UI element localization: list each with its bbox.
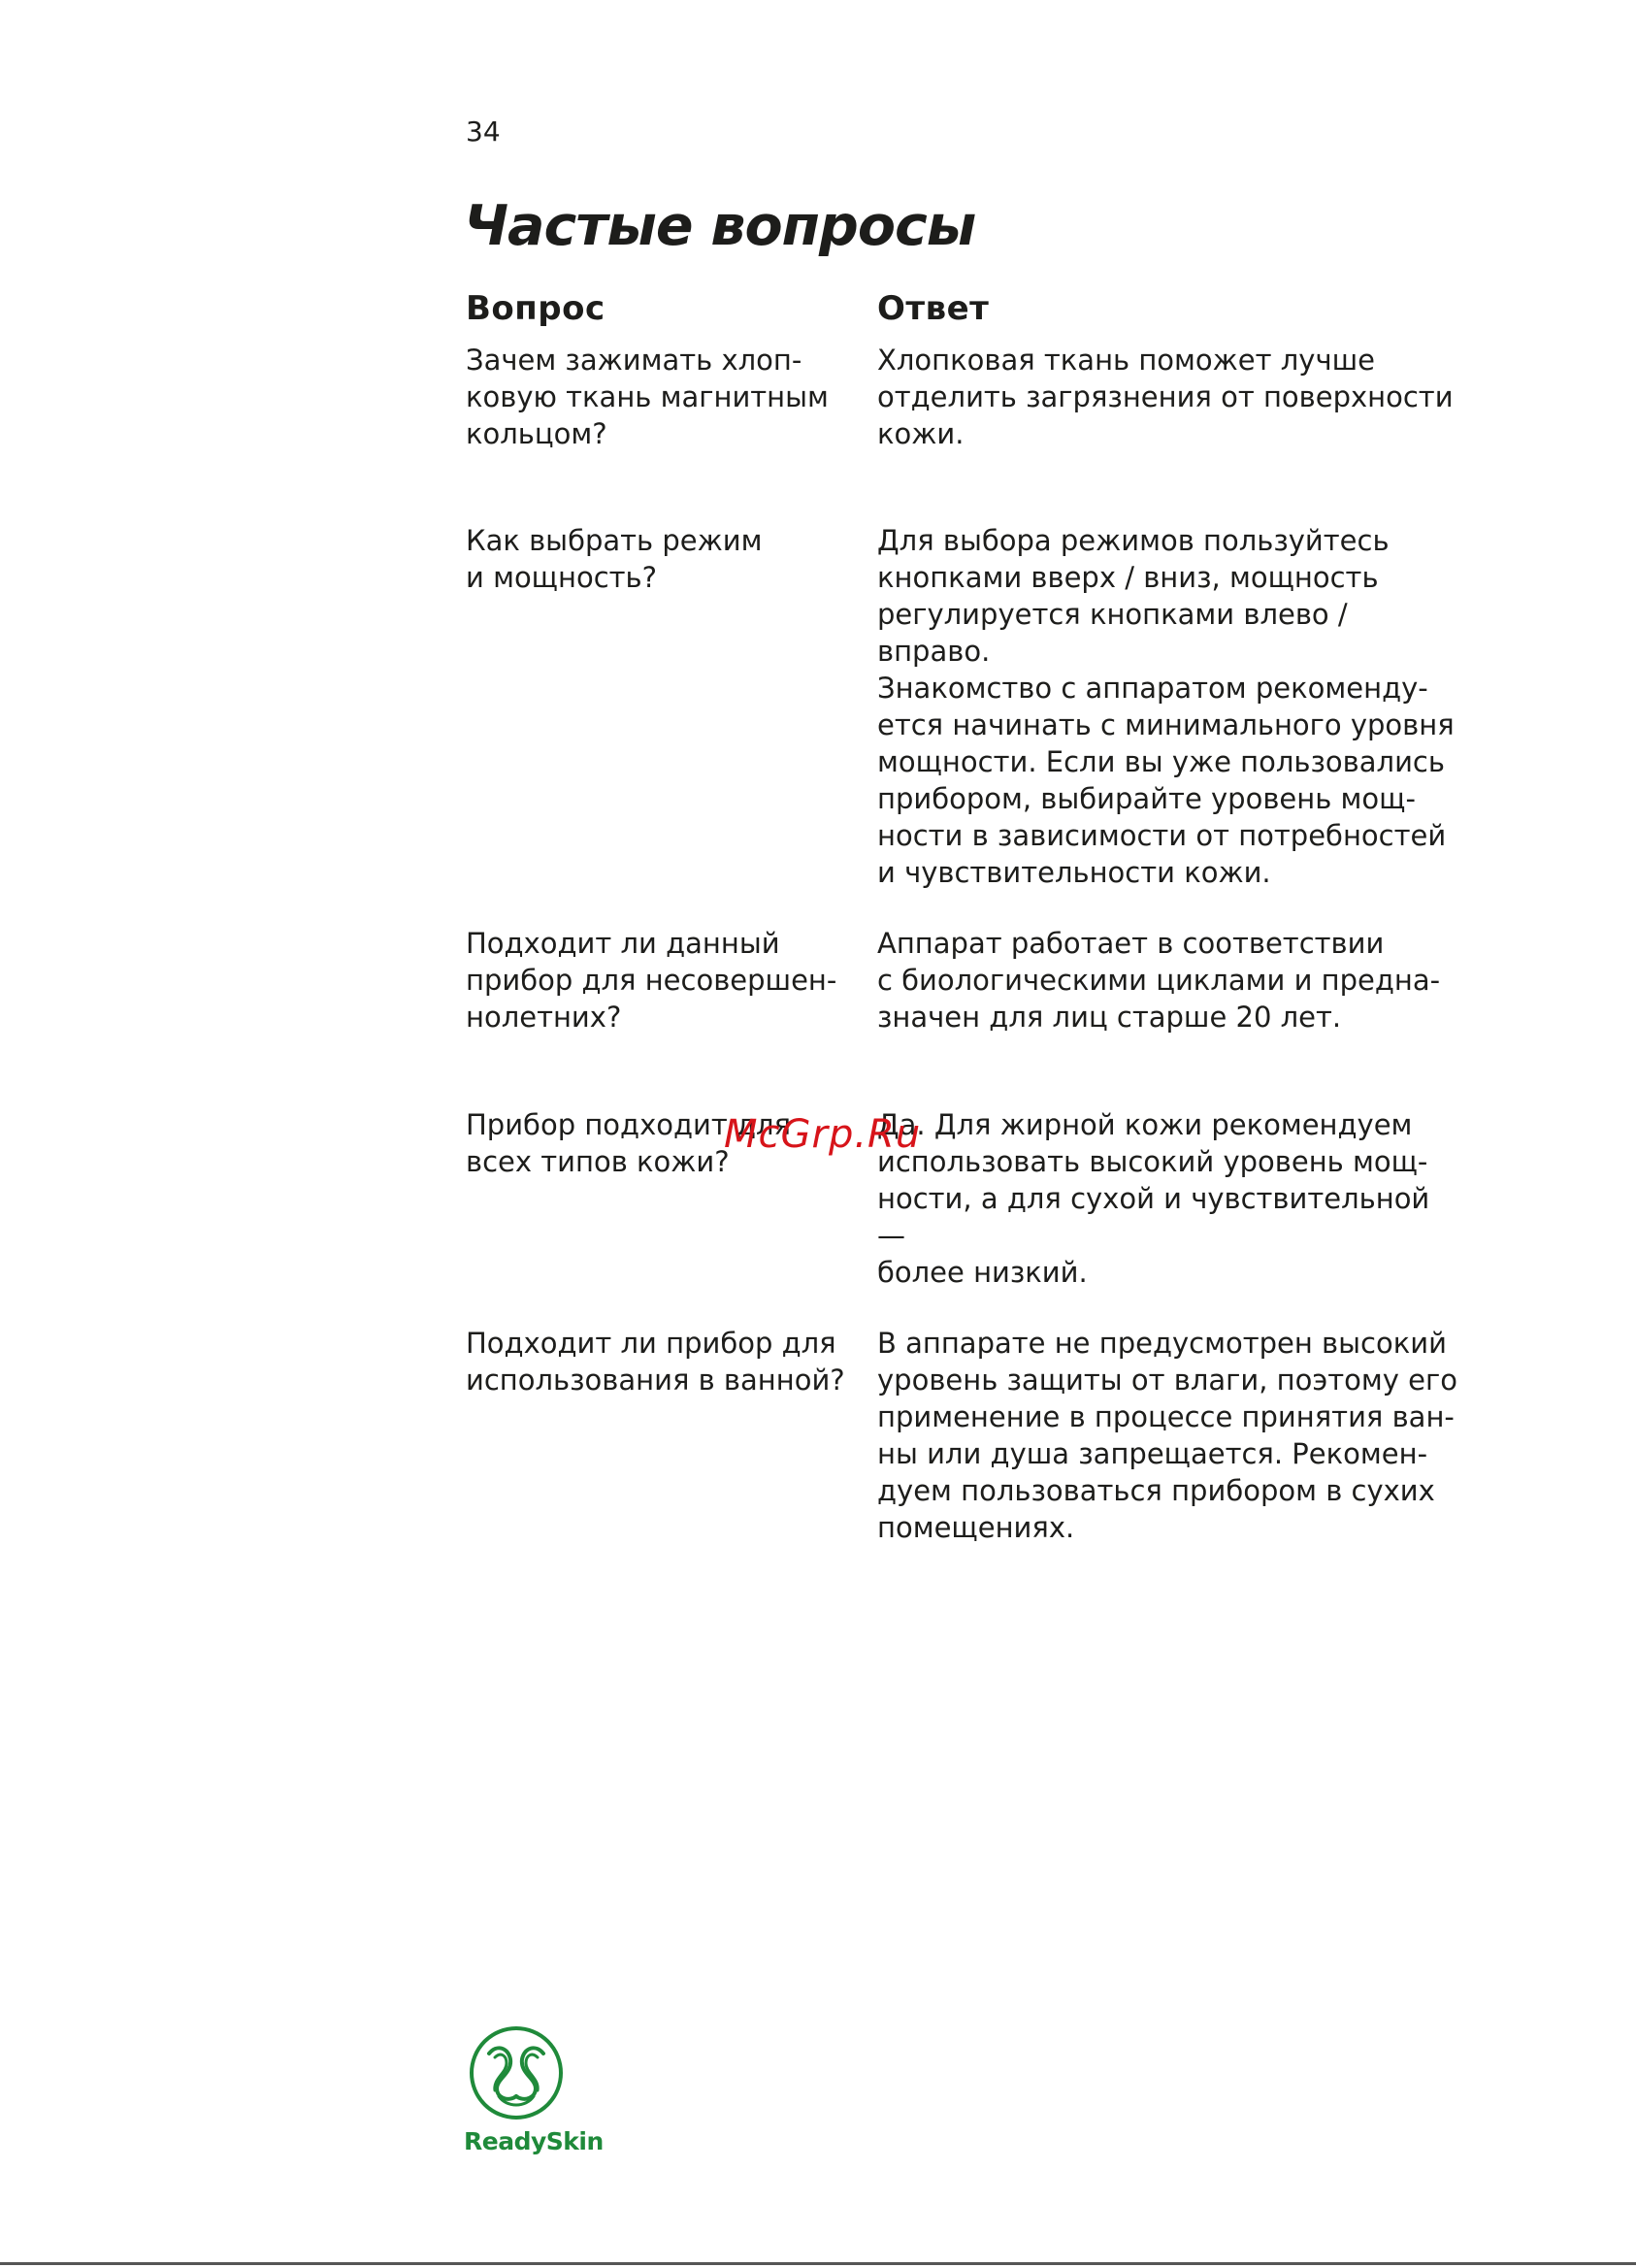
bottom-divider: [0, 2262, 1636, 2265]
brand-logo: [462, 2024, 604, 2155]
page-number: 34: [466, 115, 501, 148]
faq-question-4: Прибор подходит для всех типов кожи?: [466, 1108, 792, 1178]
readyskin-logo-icon: [468, 2024, 565, 2121]
question-column-header: Вопрос: [466, 289, 605, 328]
faq-question-5: Подходит ли прибор для использования в ванной?: [466, 1327, 845, 1397]
faq-question-1: Зачем зажимать хлоп- ковую ткань магнитным кольцом?: [466, 344, 829, 450]
watermark: McGrp.Ru: [724, 1112, 922, 1157]
faq-answer-2: Для выбора режимов пользуйтесь кнопками вверх / вниз, мощность регулируется кнопками влево / вправо. Знакомство с аппаратом рекоменду- ется начинать с минимального уровня мощности. Если вы уже пользовались прибором, выбирайте уровень мощ- ности в зависимости от потребностей и чувствительности кожи.: [877, 524, 1455, 889]
faq-answer-5: В аппарате не предусмотрен высокий уровень защиты от влаги, поэтому его применение в процессе принятия ван- ны или душа запрещается. Рекомен- дуем пользоваться прибором в сухих помещениях.: [877, 1327, 1457, 1544]
faq-answer-3: Аппарат работает в соответствии с биологическими циклами и предна- значен для лиц старше 20 лет.: [877, 927, 1441, 1034]
brand-name: ReadySkin: [464, 2127, 604, 2155]
answer-column-header: Ответ: [877, 289, 990, 328]
faq-question-3: Подходит ли данный прибор для несовершен- нолетних?: [466, 927, 837, 1034]
faq-question-2: Как выбрать режим и мощность?: [466, 524, 763, 594]
page-title: Частые вопросы: [464, 194, 976, 258]
faq-answer-4: Да. Для жирной кожи рекомендуем использовать высокий уровень мощ- ности, а для сухой и чувствительной — более низкий.: [877, 1108, 1430, 1289]
faq-answer-1: Хлопковая ткань поможет лучше отделить загрязнения от поверхности кожи.: [877, 344, 1454, 450]
